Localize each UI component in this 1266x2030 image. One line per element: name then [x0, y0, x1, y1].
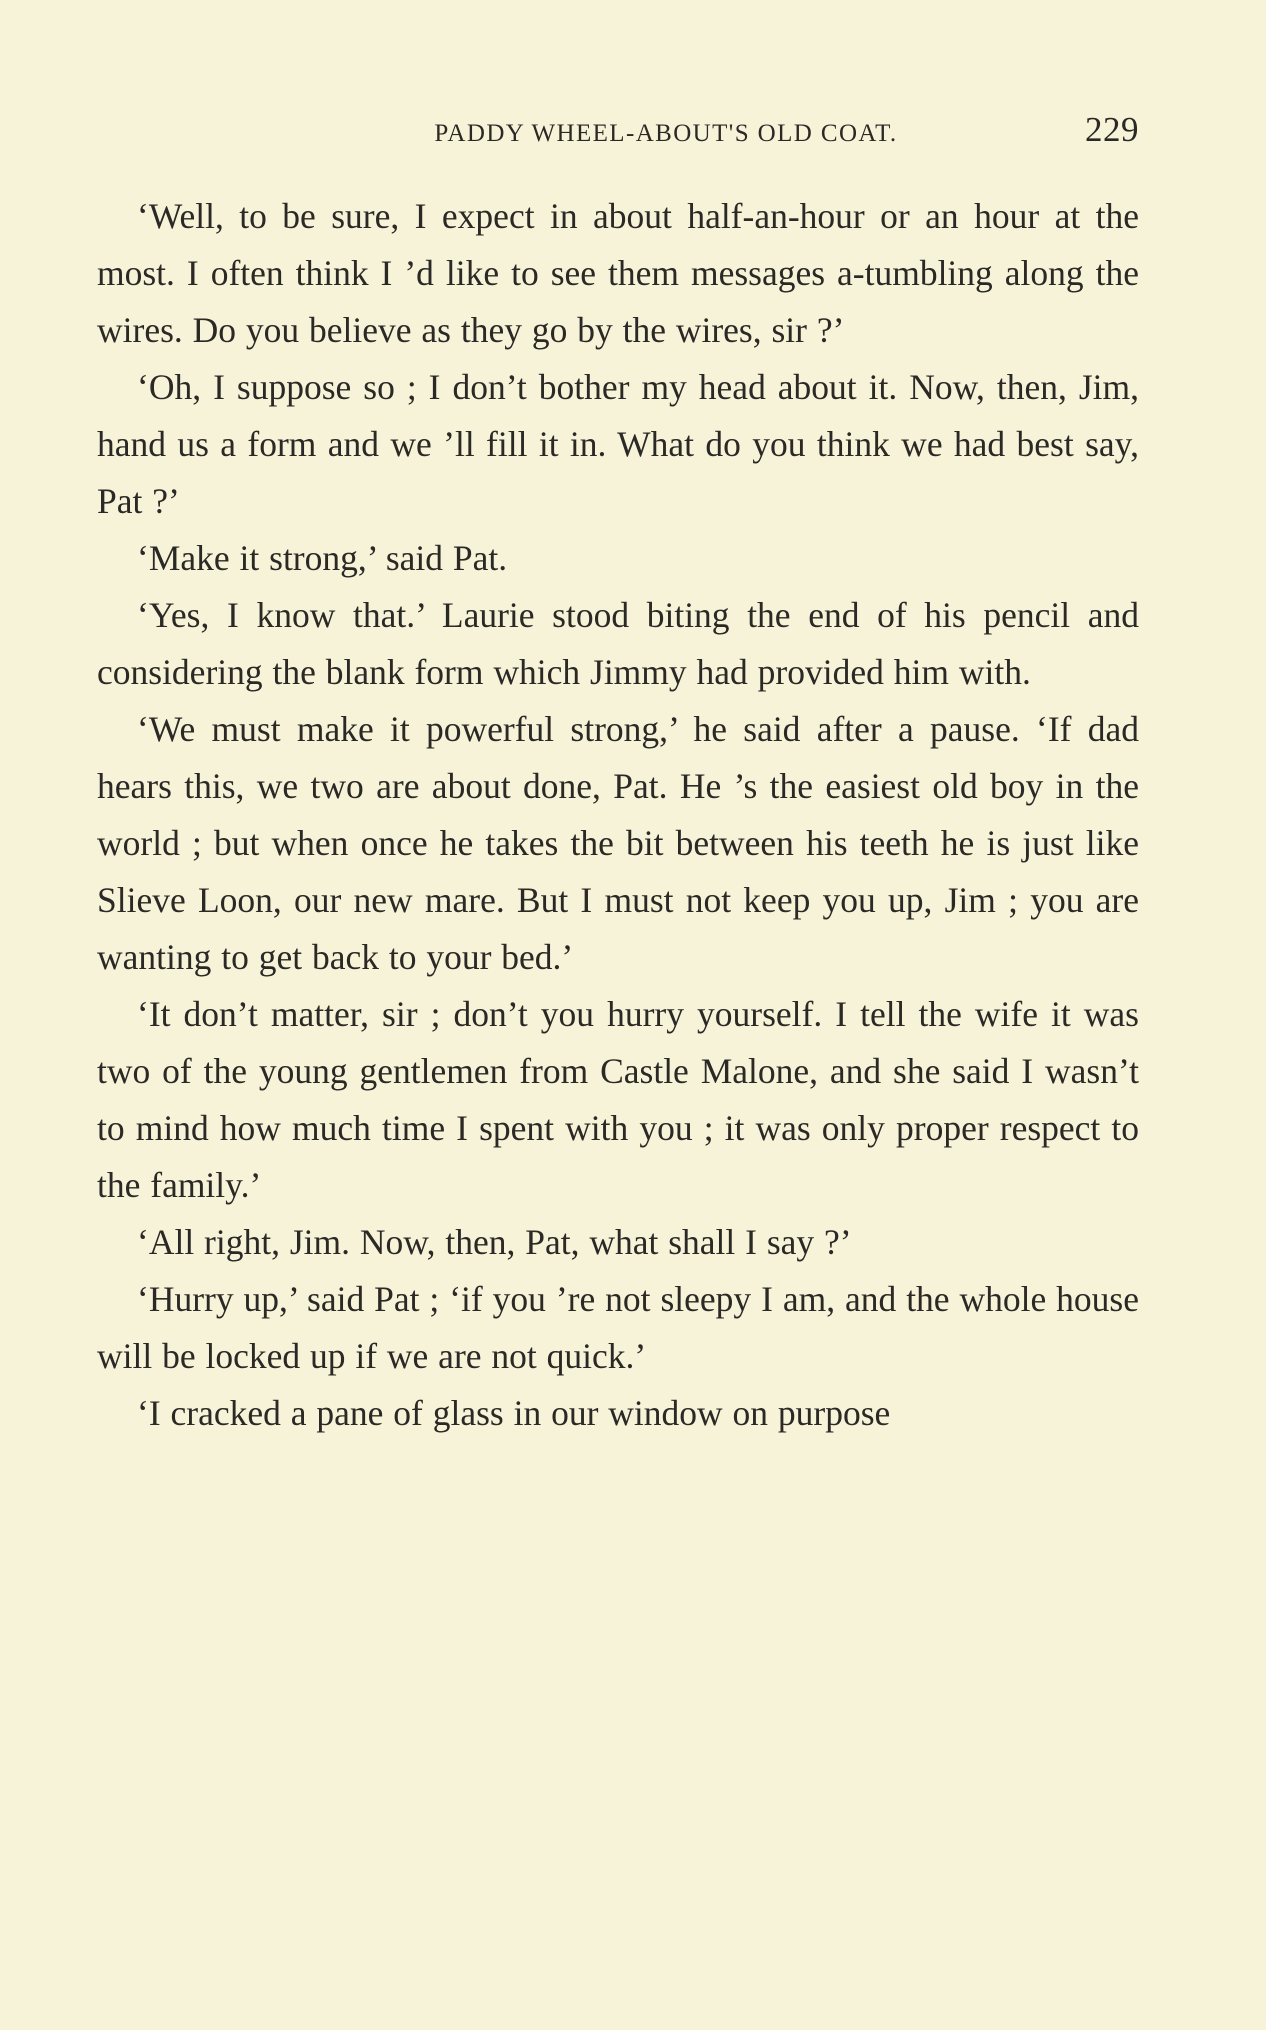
paragraph: ‘All right, Jim. Now, then, Pat, what shall I say ?’ [137, 1222, 852, 1262]
running-header [97, 110, 1139, 160]
paragraph: ‘We must make it powerful strong,’ he said after a pause. ‘If dad hears this, we two are about done, Pat. He ’s the easiest old boy in the world ; but when once he takes the bit between his teeth he is just like Slieve Loon, our new mare. But I must not keep you up, Jim ; you are wanting to get back to your bed.’ [97, 709, 1139, 977]
book-page [97, 110, 1139, 1442]
page-number: 229 [1085, 110, 1139, 149]
text-body [97, 188, 1139, 1442]
paragraph: ‘Well, to be sure, I expect in about half-an-hour or an hour at the most. I often think I ’d like to see them messages a-tumbling along the wires. Do you believe as they go by the wires, sir ?’ [97, 196, 1139, 350]
paragraph: ‘It don’t matter, sir ; don’t you hurry yourself. I tell the wife it was two of the young gentlemen from Castle Malone, and she said I wasn’t to mind how much time I spent with you ; it was only proper respect to the family.’ [97, 994, 1139, 1205]
paragraph: ‘Make it strong,’ said Pat. [137, 538, 508, 578]
paragraph: ‘Oh, I suppose so ; I don’t bother my head about it. Now, then, Jim, hand us a form and we ’ll fill it in. What do you think we had best say, Pat ?’ [97, 367, 1139, 521]
paragraph: ‘Hurry up,’ said Pat ; ‘if you ’re not sleepy I am, and the whole house will be locked up if we are not quick.’ [97, 1279, 1139, 1376]
paragraph: ‘Yes, I know that.’ Laurie stood biting the end of his pencil and considering the blank form which Jimmy had provided him with. [97, 595, 1139, 692]
paragraph: ‘I cracked a pane of glass in our window on purpose [137, 1393, 891, 1433]
running-title: PADDY WHEEL-ABOUT'S OLD COAT. [434, 120, 898, 147]
